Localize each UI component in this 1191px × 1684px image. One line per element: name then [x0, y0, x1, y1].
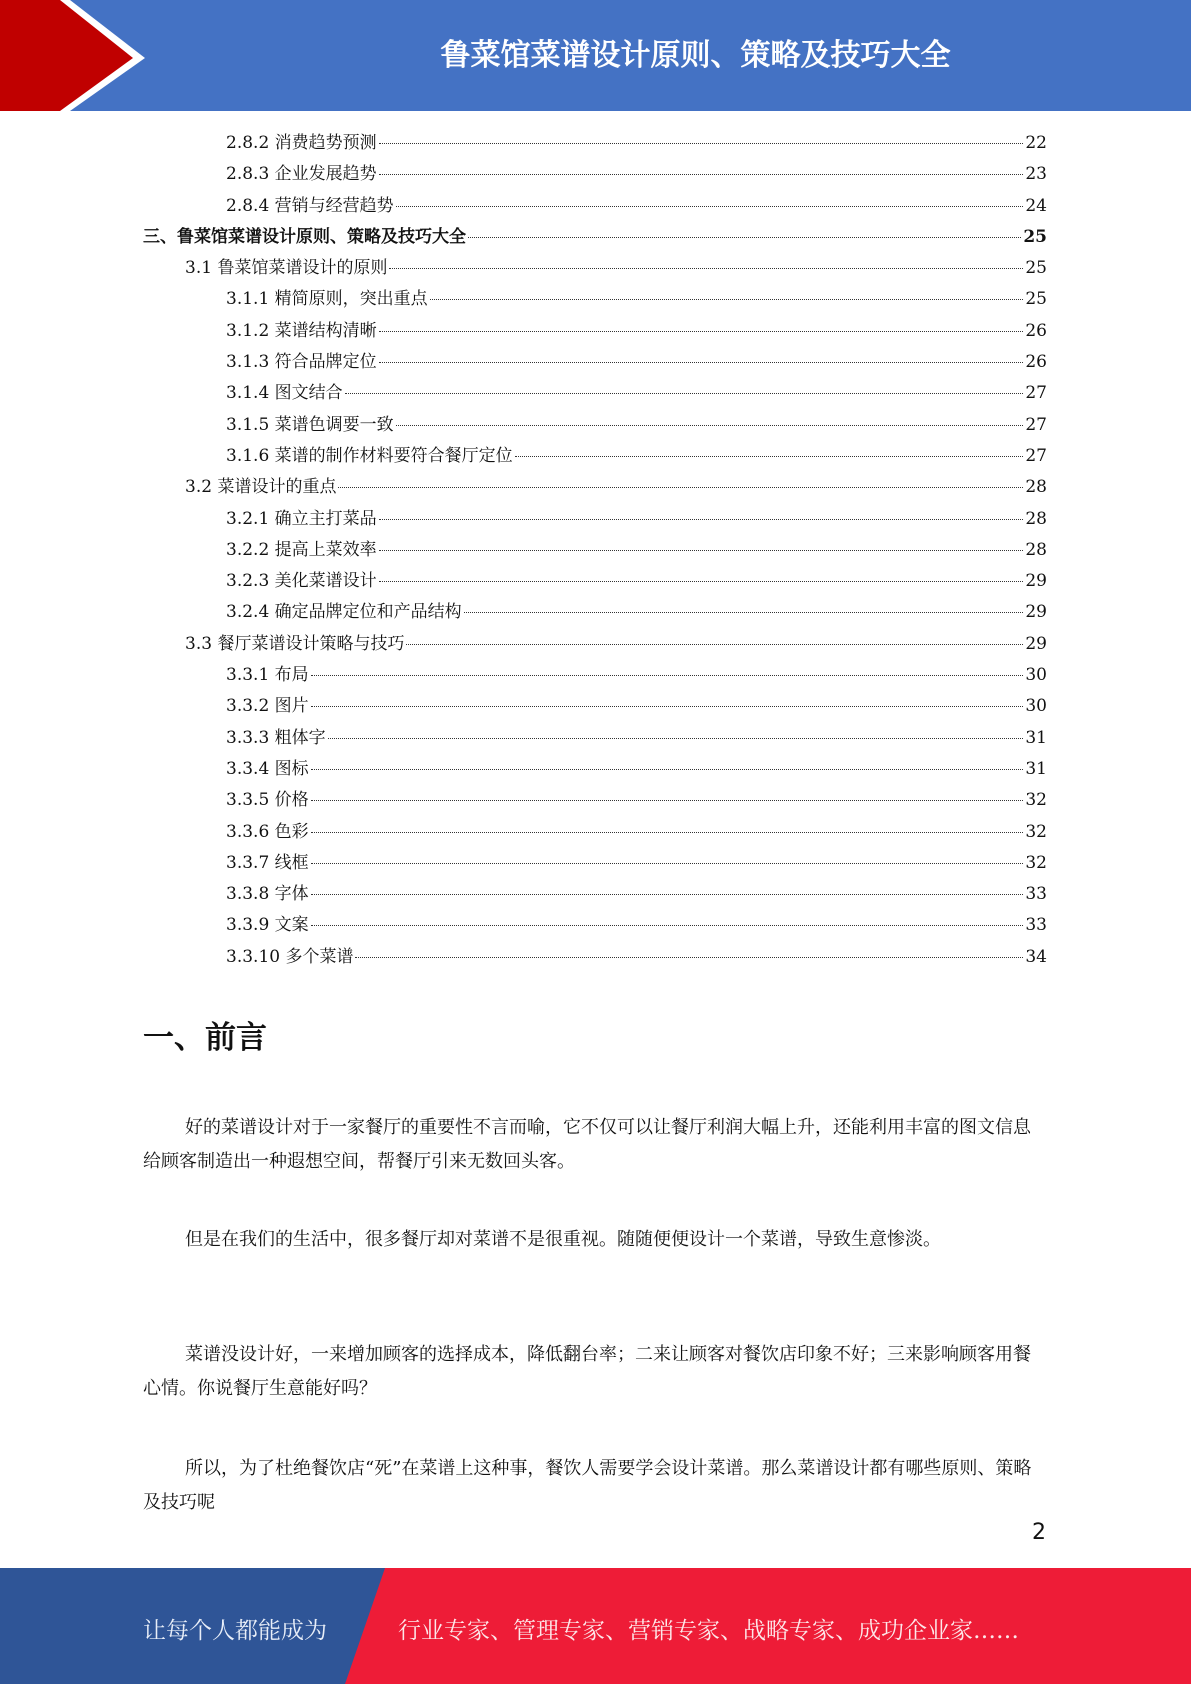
toc-entry-label: 3.3.2 图片 — [226, 696, 309, 717]
toc-entry-page: 22 — [1025, 133, 1047, 153]
paragraph: 所以，为了杜绝餐饮店“死”在菜谱上这种事，餐饮人需要学会设计菜谱。那么菜谱设计都有哪些原则、策略及技巧呢 — [143, 1458, 1032, 1513]
toc-entry-page: 32 — [1025, 852, 1047, 873]
table-of-contents — [143, 128, 1047, 973]
toc-leader-dots — [355, 957, 1023, 958]
toc-entry-label: 3.1.1 精简原则，突出重点 — [226, 289, 428, 310]
page-header — [0, 0, 1191, 111]
toc-leader-dots — [379, 581, 1024, 582]
toc-entry[interactable] — [143, 410, 1047, 441]
toc-leader-dots — [396, 206, 1024, 207]
toc-entry[interactable] — [143, 910, 1047, 941]
toc-entry-page: 25 — [1025, 258, 1047, 279]
toc-entry[interactable] — [143, 159, 1047, 190]
toc-leader-dots — [345, 393, 1024, 394]
toc-entry-label: 3.3 餐厅菜谱设计策略与技巧 — [185, 633, 405, 654]
toc-entry[interactable] — [143, 785, 1047, 816]
toc-leader-dots — [379, 550, 1024, 551]
toc-entry-page: 29 — [1025, 602, 1047, 623]
toc-leader-dots — [311, 863, 1024, 864]
toc-entry-label: 3.3.5 价格 — [226, 790, 309, 811]
toc-leader-dots — [311, 894, 1024, 895]
toc-entry-label: 2.8.4 营销与经营趋势 — [226, 195, 394, 216]
toc-leader-dots — [379, 519, 1024, 520]
toc-entry-page: 25 — [1025, 289, 1047, 310]
toc-entry[interactable] — [143, 191, 1047, 222]
toc-entry-label: 3.2 菜谱设计的重点 — [185, 477, 337, 498]
footer-slogan-right: 行业专家、管理专家、营销专家、战略专家、成功企业家…… — [398, 1618, 1019, 1644]
toc-entry[interactable] — [143, 504, 1047, 535]
document-title: 鲁菜馆菜谱设计原则、策略及技巧大全 — [440, 38, 951, 73]
toc-entry-label: 2.8.2 消费趋势预测 — [226, 133, 377, 153]
toc-entry-page: 31 — [1025, 727, 1047, 748]
toc-entry[interactable] — [143, 222, 1047, 253]
toc-entry[interactable] — [143, 691, 1047, 722]
toc-entry-label: 3.1.4 图文结合 — [226, 383, 343, 404]
toc-entry-page: 32 — [1025, 790, 1047, 811]
toc-entry-page: 33 — [1025, 915, 1047, 936]
toc-leader-dots — [389, 268, 1023, 269]
toc-leader-dots — [379, 331, 1024, 332]
toc-entry-page: 29 — [1025, 571, 1047, 592]
toc-entry-label: 3.2.1 确立主打菜品 — [226, 508, 377, 529]
toc-leader-dots — [464, 612, 1024, 613]
toc-entry-page: 30 — [1025, 665, 1047, 686]
page-number: 2 — [1032, 1520, 1046, 1545]
toc-entry-page: 27 — [1025, 445, 1047, 466]
toc-entry-page: 23 — [1025, 164, 1047, 185]
toc-entry-page: 31 — [1025, 758, 1047, 779]
toc-entry-label: 3.2.4 确定品牌定位和产品结构 — [226, 602, 462, 623]
toc-entry-label: 3.3.8 字体 — [226, 884, 309, 905]
toc-entry-label: 3.2.3 美化菜谱设计 — [226, 571, 377, 592]
toc-leader-dots — [338, 487, 1023, 488]
toc-entry[interactable] — [143, 817, 1047, 848]
toc-entry[interactable] — [143, 441, 1047, 472]
toc-leader-dots — [379, 362, 1024, 363]
toc-entry-label: 3.3.4 图标 — [226, 758, 309, 779]
toc-entry-page: 28 — [1025, 508, 1047, 529]
toc-entry-label: 3.1.5 菜谱色调要一致 — [226, 414, 394, 435]
toc-entry-page: 25 — [1023, 226, 1047, 247]
toc-entry-page: 30 — [1025, 696, 1047, 717]
paragraph: 但是在我们的生活中，很多餐厅却对菜谱不是很重视。随随便便设计一个菜谱，导致生意惨淡。 — [185, 1229, 941, 1250]
toc-leader-dots — [311, 706, 1024, 707]
header-arrow-decoration — [0, 0, 200, 111]
toc-entry-page: 26 — [1025, 352, 1047, 373]
toc-entry-page: 27 — [1025, 383, 1047, 404]
toc-entry-page: 26 — [1025, 320, 1047, 341]
toc-leader-dots — [406, 644, 1023, 645]
toc-entry-label: 2.8.3 企业发展趋势 — [226, 164, 377, 185]
toc-entry-label: 3.2.2 提高上菜效率 — [226, 539, 377, 560]
section-heading: 一、前言 — [143, 1020, 267, 1056]
paragraph: 好的菜谱设计对于一家餐厅的重要性不言而喻，它不仅可以让餐厅利润大幅上升，还能利用丰富的图文信息给顾客制造出一种遐想空间，帮餐厅引来无数回头客。 — [143, 1117, 1031, 1172]
toc-entry[interactable] — [143, 723, 1047, 754]
toc-entry-page: 33 — [1025, 884, 1047, 905]
toc-entry-label: 3.1 鲁菜馆菜谱设计的原则 — [185, 258, 388, 279]
toc-leader-dots — [379, 174, 1024, 175]
toc-entry[interactable] — [143, 378, 1047, 409]
toc-leader-dots — [468, 237, 1021, 238]
page-footer — [0, 1568, 1191, 1684]
toc-entry[interactable] — [143, 660, 1047, 691]
toc-entry-label: 3.3.9 文案 — [226, 915, 309, 936]
toc-entry-page: 32 — [1025, 821, 1047, 842]
toc-leader-dots — [311, 800, 1024, 801]
toc-entry[interactable] — [143, 942, 1047, 973]
toc-entry-label: 3.3.10 多个菜谱 — [226, 946, 354, 967]
toc-entry[interactable] — [143, 284, 1047, 315]
toc-entry-label: 3.1.3 符合品牌定位 — [226, 352, 377, 373]
toc-entry[interactable] — [143, 848, 1047, 879]
toc-leader-dots — [515, 456, 1024, 457]
toc-entry-page: 27 — [1025, 414, 1047, 435]
toc-entry[interactable] — [143, 253, 1047, 284]
toc-entry-label: 3.3.6 色彩 — [226, 821, 309, 842]
toc-leader-dots — [396, 425, 1024, 426]
toc-leader-dots — [328, 738, 1024, 739]
toc-entry-page: 34 — [1025, 946, 1047, 967]
toc-entry[interactable] — [143, 629, 1047, 660]
toc-entry[interactable] — [143, 128, 1047, 159]
toc-entry-label: 3.1.2 菜谱结构清晰 — [226, 320, 377, 341]
toc-entry-label: 3.3.1 布局 — [226, 665, 309, 686]
toc-leader-dots — [311, 769, 1024, 770]
toc-entry[interactable] — [143, 535, 1047, 566]
toc-entry[interactable] — [143, 566, 1047, 597]
toc-leader-dots — [311, 675, 1024, 676]
toc-entry-label: 三、鲁菜馆菜谱设计原则、策略及技巧大全 — [143, 226, 466, 247]
toc-entry-page: 24 — [1025, 195, 1047, 216]
footer-slogan-left: 让每个人都能成为 — [143, 1618, 327, 1644]
toc-entry[interactable] — [143, 316, 1047, 347]
paragraph: 菜谱没设计好，一来增加顾客的选择成本，降低翻台率；二来让顾客对餐饮店印象不好；三来影响顾客用餐心情。你说餐厅生意能好吗？ — [143, 1344, 1031, 1399]
toc-entry-page: 28 — [1025, 539, 1047, 560]
toc-entry[interactable] — [143, 472, 1047, 503]
toc-leader-dots — [311, 832, 1024, 833]
toc-entry-label: 3.3.7 线框 — [226, 852, 309, 873]
toc-entry-page: 28 — [1025, 477, 1047, 498]
toc-entry-label: 3.1.6 菜谱的制作材料要符合餐厅定位 — [226, 445, 513, 466]
toc-leader-dots — [430, 299, 1024, 300]
toc-entry-page: 29 — [1025, 633, 1047, 654]
toc-leader-dots — [379, 143, 1024, 144]
toc-entry[interactable] — [143, 879, 1047, 910]
toc-leader-dots — [311, 925, 1024, 926]
toc-entry[interactable] — [143, 597, 1047, 628]
toc-entry[interactable] — [143, 347, 1047, 378]
toc-entry[interactable] — [143, 754, 1047, 785]
toc-entry-label: 3.3.3 粗体字 — [226, 727, 326, 748]
